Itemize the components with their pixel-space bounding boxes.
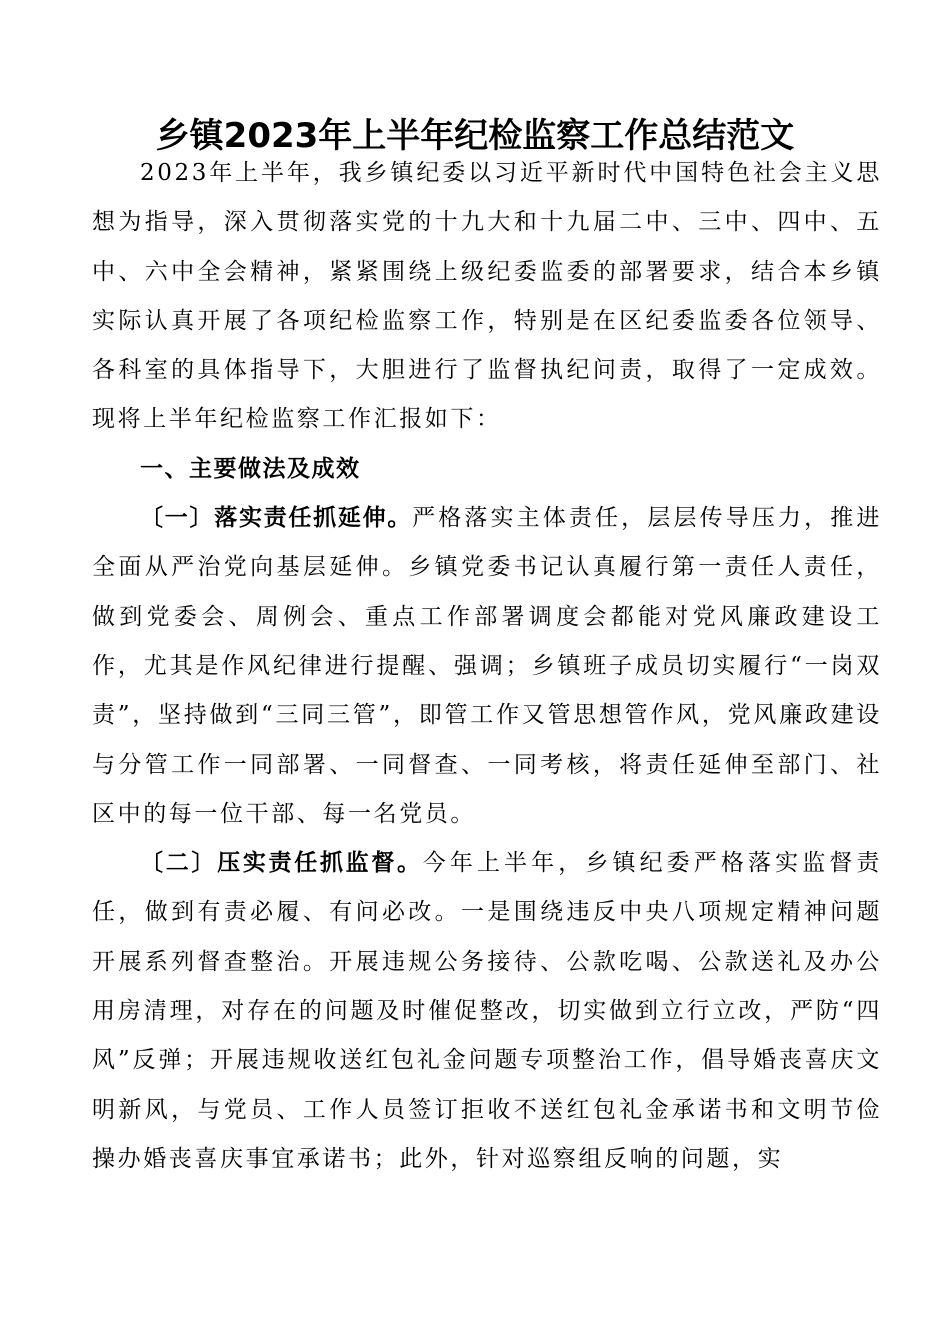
section-paragraph-1: [92, 494, 882, 839]
paragraph-text-2: 今年上半年，乡镇纪委严格落实监督责任，做到有责必履、有问必改。一是围绕违反中央八项规定精神问题开展系列督查整治。开展违规公务接待、公款吃喝、公款送礼及办公用房清理，对存在的问题及时催促整改，切实做到立行立改，严防“四风”反弹；开展违规收送红包礼金问题专项整治工作，倡导婚丧喜庆文明新风，与党员、工作人员签订拒收不送红包礼金承诺书和文明节俭操办婚丧喜庆事宜承诺书；此外，针对巡察组反响的问题，实: [92, 850, 883, 1172]
paragraph-lead-1: 〔一〕落实责任抓延伸。: [140, 505, 413, 532]
intro-paragraph: 2023年上半年，我乡镇纪委以习近平新时代中国特色社会主义思想为指导，深入贯彻落实党的十九大和十九届二中、三中、四中、五中、六中全会精神，紧紧围绕上级纪委监委的部署要求，结合本乡镇实际认真开展了各项纪检监察工作，特别是在区纪委监委各位领导、各科室的具体指导下，大胆进行了监督执纪问责，取得了一定成效。现将上半年纪检监察工作汇报如下：: [92, 160, 882, 433]
paragraph-text-1: 严格落实主体责任，层层传导压力，推进全面从严治党向基层延伸。乡镇党委书记认真履行第一责任人责任，做到党委会、周例会、重点工作部署调度会都能对党风廉政建设工作，尤其是作风纪律进行提醒、强调；乡镇班子成员切实履行“一岗双责”，坚持做到“三同三管”，即管工作又管思想管作风，党风廉政建设与分管工作一同部署、一同督查、一同考核，将责任延伸至部门、社区中的每一位干部、每一名党员。: [92, 505, 882, 827]
section-paragraph-2: [92, 839, 882, 1184]
paragraph-lead-2: 〔二〕压实责任抓监督。: [140, 850, 423, 877]
section-heading: 一、主要做法及成效: [140, 455, 361, 482]
document-title: 乡镇2023年上半年纪检监察工作总结范文: [155, 116, 795, 156]
document-body: [92, 149, 882, 1184]
